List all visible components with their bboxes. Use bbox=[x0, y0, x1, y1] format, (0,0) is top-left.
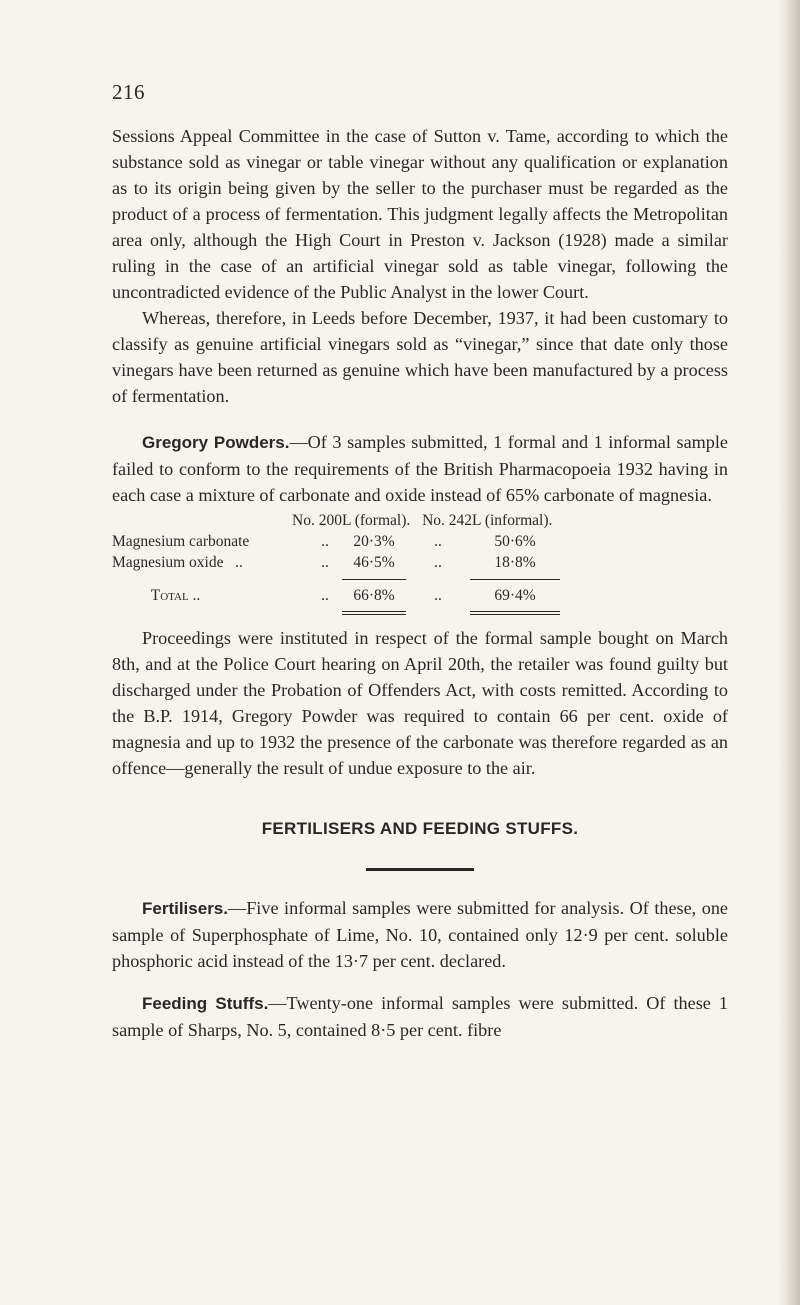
total-informal-value: 69·4% bbox=[494, 587, 536, 604]
table-row bbox=[112, 533, 728, 554]
fertilisers-text: —Five informal samples were submitted for analysis. Of these, one sample of Superphosphate of Lime, No. 10, contained only 12·9 per cent. soluble phosphoric acid instead of the 13·7 per cent. declared. bbox=[112, 898, 728, 971]
row-leader: .. bbox=[321, 587, 329, 604]
fertilisers-heading: Fertilisers. bbox=[142, 899, 228, 918]
row-leader: .. bbox=[321, 533, 329, 550]
subtotal-rule-formal bbox=[342, 579, 406, 585]
total-double-rule-row bbox=[112, 611, 728, 617]
table-row bbox=[112, 554, 728, 575]
gregory-powders-paragraph bbox=[112, 429, 728, 508]
section-heading: FERTILISERS AND FEEDING STUFFS. bbox=[261, 819, 579, 838]
table-total-row bbox=[112, 587, 728, 608]
section-divider bbox=[366, 868, 474, 871]
gregory-powders-heading: Gregory Powders. bbox=[142, 433, 290, 452]
table-header-row bbox=[112, 512, 728, 533]
magnesia-table bbox=[112, 512, 728, 617]
total-double-rule-formal bbox=[342, 611, 406, 615]
page-edge-shadow bbox=[778, 0, 800, 1305]
oxide-informal-value: 18·8% bbox=[494, 554, 536, 571]
feeding-stuffs-heading: Feeding Stuffs. bbox=[142, 994, 269, 1013]
row-leader: .. bbox=[434, 533, 442, 550]
row-leader: .. bbox=[434, 587, 442, 604]
gregory-powders-text: —Of 3 samples submitted, 1 formal and 1 informal sample failed to conform to the requirements of the British Pharmacopoeia 1932 having in each case a mixture of carbonate and oxide instead of 65% carbonate of magnesia. bbox=[112, 432, 729, 505]
total-label-text: Total .. bbox=[150, 587, 201, 604]
carbonate-informal-value: 50·6% bbox=[494, 533, 536, 550]
row-label-oxide bbox=[112, 554, 308, 572]
row-leader: .. bbox=[235, 554, 243, 571]
subtotal-rule-row bbox=[112, 575, 728, 585]
document-page bbox=[112, 80, 728, 1043]
row-leader: .. bbox=[321, 554, 329, 571]
subtotal-rule-informal bbox=[470, 579, 560, 585]
table-header-informal: No. 242L (informal). bbox=[422, 512, 553, 529]
fertilisers-paragraph bbox=[112, 895, 728, 974]
feeding-stuffs-text: —Twenty-one informal samples were submitted. Of these 1 sample of Sharps, No. 5, contained 8·5 per cent. fibre bbox=[112, 993, 728, 1040]
feeding-stuffs-paragraph bbox=[112, 990, 728, 1043]
page-number: 216 bbox=[112, 80, 145, 104]
oxide-label-text: Magnesium oxide bbox=[112, 554, 224, 571]
proceedings-paragraph: Proceedings were instituted in respect of the formal sample bought on March 8th, and at the Police Court hearing on April 20th, the retailer was found guilty but discharged under the Probation of Offenders Act, with costs remitted. According to the B.P. 1914, Gregory Powder was required to contain 66 per cent. oxide of magnesia and up to 1932 the presence of the carbonate was therefore regarded as an offence—generally the result of undue exposure to the air. bbox=[112, 628, 728, 778]
oxide-formal-value: 46·5% bbox=[353, 554, 395, 571]
carbonate-formal-value: 20·3% bbox=[353, 533, 395, 550]
vinegar-paragraph: Sessions Appeal Committee in the case of Sutton v. Tame, according to which the substance sold as vinegar or table vinegar without any qualification or explanation as to its origin being given by the seller to the purchaser must be regarded as the product of a process of fermentation. This judgment legally affects the Metropolitan area only, although the High Court in Preston v. Jackson (1928) made a similar ruling in the case of an artificial vinegar sold as table vinegar, following the uncontradicted evidence of the Public Analyst in the lower Court. bbox=[112, 126, 728, 302]
leeds-vinegar-paragraph: Whereas, therefore, in Leeds before December, 1937, it had been customary to classify as genuine artificial vinegars sold as “vinegar,” since that date only those vinegars have been returned as genuine which have been manufactured by a process of fermentation. bbox=[112, 308, 728, 406]
total-label bbox=[112, 587, 308, 605]
row-leader: .. bbox=[434, 554, 442, 571]
total-double-rule-informal bbox=[470, 611, 560, 615]
table-header-formal: No. 200L (formal). bbox=[292, 512, 411, 529]
total-formal-value: 66·8% bbox=[353, 587, 395, 604]
row-label-carbonate: Magnesium carbonate bbox=[112, 533, 250, 550]
